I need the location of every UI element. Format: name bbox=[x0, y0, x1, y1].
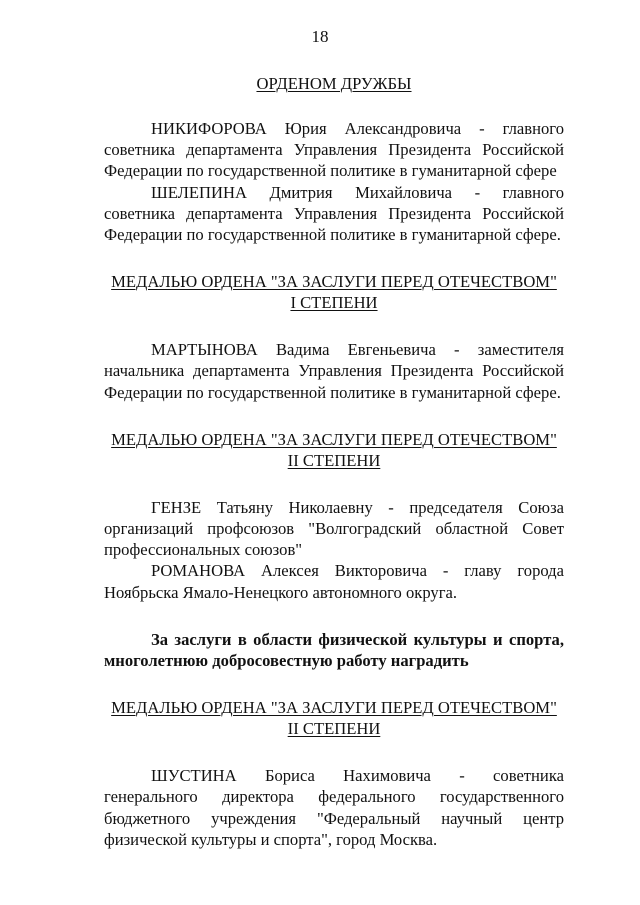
document-body bbox=[104, 73, 564, 850]
award-recipient-paragraph: НИКИФОРОВА Юрия Александровича - главного советника департамента Управления Президента Российской Федерации по государственной политике в гуманитарной сфере bbox=[104, 119, 564, 181]
award-recipient-paragraph: ГЕНЗЕ Татьяну Николаевну - председателя Союза организаций профсоюзов "Волгоградский областной Совет профессиональных союзов" bbox=[104, 497, 564, 560]
decree-paragraph: За заслуги в области физической культуры и спорта, многолетнюю добросовестную работу наградить bbox=[104, 629, 564, 671]
award-heading-medal-2nd-degree bbox=[104, 697, 564, 739]
award-heading-order-of-friendship bbox=[104, 73, 564, 94]
page-number: 18 bbox=[311, 27, 329, 46]
award-recipient-paragraph: ШЕЛЕПИНА Дмитрия Михайловича - главного советника департамента Управления Президента Российской Федерации по государственной политике в гуманитарной сфере. bbox=[104, 182, 564, 245]
award-heading-medal-2nd-degree bbox=[104, 429, 564, 471]
heading-degree-line: II СТЕПЕНИ bbox=[287, 450, 381, 470]
award-recipient-paragraph: МАРТЫНОВА Вадима Евгеньевича - заместителя начальника департамента Управления Президента Российской Федерации по государственной политике в гуманитарной сфере. bbox=[104, 340, 564, 402]
award-recipient-paragraph: ШУСТИНА Бориса Нахимовича - советника генерального директора федерального государственного бюджетного учреждения "Федеральный научный центр физической культуры и спорта", город Москва. bbox=[104, 766, 564, 849]
heading-line: МЕДАЛЬЮ ОРДЕНА "ЗА ЗАСЛУГИ ПЕРЕД ОТЕЧЕСТВОМ" bbox=[111, 698, 557, 718]
heading-line: ОРДЕНОМ ДРУЖБЫ bbox=[256, 74, 412, 93]
heading-degree-line: I СТЕПЕНИ bbox=[290, 293, 378, 313]
heading-line: МЕДАЛЬЮ ОРДЕНА "ЗА ЗАСЛУГИ ПЕРЕД ОТЕЧЕСТВОМ" bbox=[111, 272, 557, 292]
award-heading-medal-1st-degree bbox=[104, 271, 564, 313]
heading-line: МЕДАЛЬЮ ОРДЕНА "ЗА ЗАСЛУГИ ПЕРЕД ОТЕЧЕСТВОМ" bbox=[111, 429, 557, 449]
heading-degree-line: II СТЕПЕНИ bbox=[287, 719, 381, 739]
award-recipient-paragraph: РОМАНОВА Алексея Викторовича - главу города Ноябрьска Ямало-Ненецкого автономного округа. bbox=[104, 561, 564, 602]
